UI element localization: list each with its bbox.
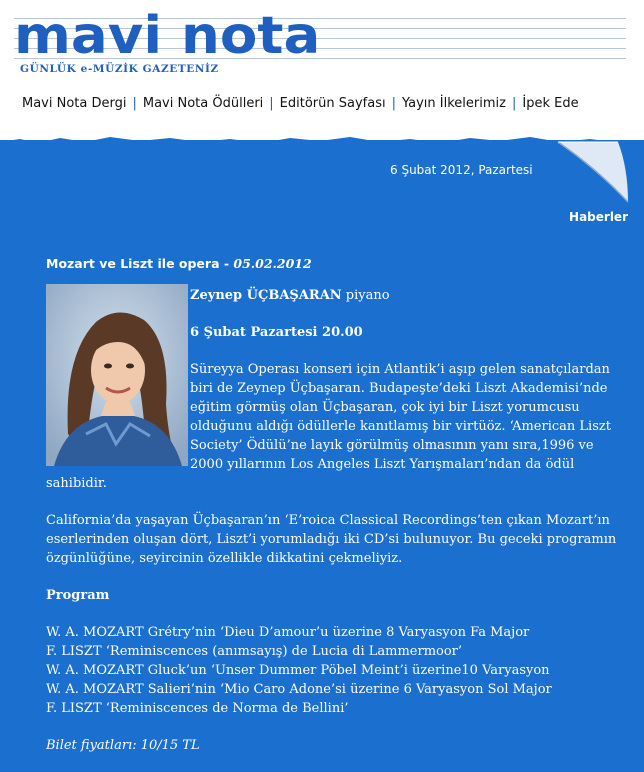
section-label-haberler[interactable]: Haberler <box>569 210 628 224</box>
program-item: F. LISZT ‘Reminiscences (anımsayış) de Lucia di Lammermoor’ <box>46 644 463 659</box>
artist-role: piyano <box>341 288 390 303</box>
article-body <box>46 286 620 755</box>
site-tagline: GÜNLÜK e-MÜZİK GAZETENİZ <box>20 63 219 75</box>
artist-name: Zeynep ÜÇBAŞARAN <box>190 288 342 303</box>
article-title <box>46 256 312 271</box>
program-item: W. A. MOZART Grétry’nin ‘Dieu D’amour’u üzerine 8 Varyasyon Fa Major <box>46 625 530 640</box>
page-curl-icon <box>556 138 630 204</box>
article-title-text: Mozart ve Liszt ile opera - <box>46 256 234 271</box>
nav-separator: | <box>391 96 396 111</box>
nav-separator: | <box>132 96 137 111</box>
site-logo[interactable]: mavi nota <box>14 6 321 66</box>
program-item: F. LISZT ‘Reminiscences de Norma de Bellini’ <box>46 701 349 716</box>
concert-time: 6 Şubat Pazartesi 20.00 <box>190 325 363 340</box>
nav-separator: | <box>269 96 274 111</box>
top-navigation <box>22 96 579 111</box>
ticket-price: Bilet fiyatları: 10/15 TL <box>46 738 200 753</box>
article-date: 05.02.2012 <box>233 256 312 271</box>
nav-item-ipek-ede[interactable]: İpek Ede <box>522 96 579 111</box>
nav-item-mavi-nota-oduller[interactable]: Mavi Nota Ödülleri <box>142 96 264 111</box>
article-paragraph-1: Süreyya Operası konseri için Atlantik’i aşıp gelen sanatçılardan biri de Zeynep Üçbaşaran. Budapeşte’deki Liszt Akademisi’nde eğitim görmüş olan Üçbaşaran, çok iyi bir Liszt yorumcusu olduğunu aldığı ödüllerle kanıtlamış bir virtüöz. ‘American Liszt Society’ Ödülü’ne layık görülmüş olmasının yanı sıra,1996 ve 2000 yıllarının Los Angeles Liszt Yarışmaları’ndan da ödül sahibidir. <box>46 362 611 491</box>
article-paragraph-2: California’da yaşayan Üçbaşaran’ın ‘E’roica Classical Recordings’ten çıkan Mozart’ın eserlerinden oluşan dört, Liszt’i yorumladığı iki CD’si bulunuyor. Bu geceki programın özgünlüğüne, seyircinin özellikle dikkatini çekmeliyiz. <box>46 513 617 566</box>
nav-item-mavi-nota-dergi[interactable]: Mavi Nota Dergi <box>22 96 127 111</box>
nav-item-editorun-sayfasi[interactable]: Editörün Sayfası <box>279 96 386 111</box>
program-list <box>46 623 620 718</box>
program-item: W. A. MOZART Gluck’un ‘Unser Dummer Pöbel Meint’i üzerine10 Varyasyon <box>46 663 550 678</box>
nav-item-yayin-ilkelerimiz[interactable]: Yayın İlkelerimiz <box>402 96 506 111</box>
program-heading: Program <box>46 588 110 603</box>
masthead <box>0 0 644 88</box>
nav-separator: | <box>511 96 517 111</box>
program-item: W. A. MOZART Salieri’nin ‘Mio Caro Adone’si üzerine 6 Varyasyon Sol Major <box>46 682 552 697</box>
current-date: 6 Şubat 2012, Pazartesi <box>390 163 533 177</box>
